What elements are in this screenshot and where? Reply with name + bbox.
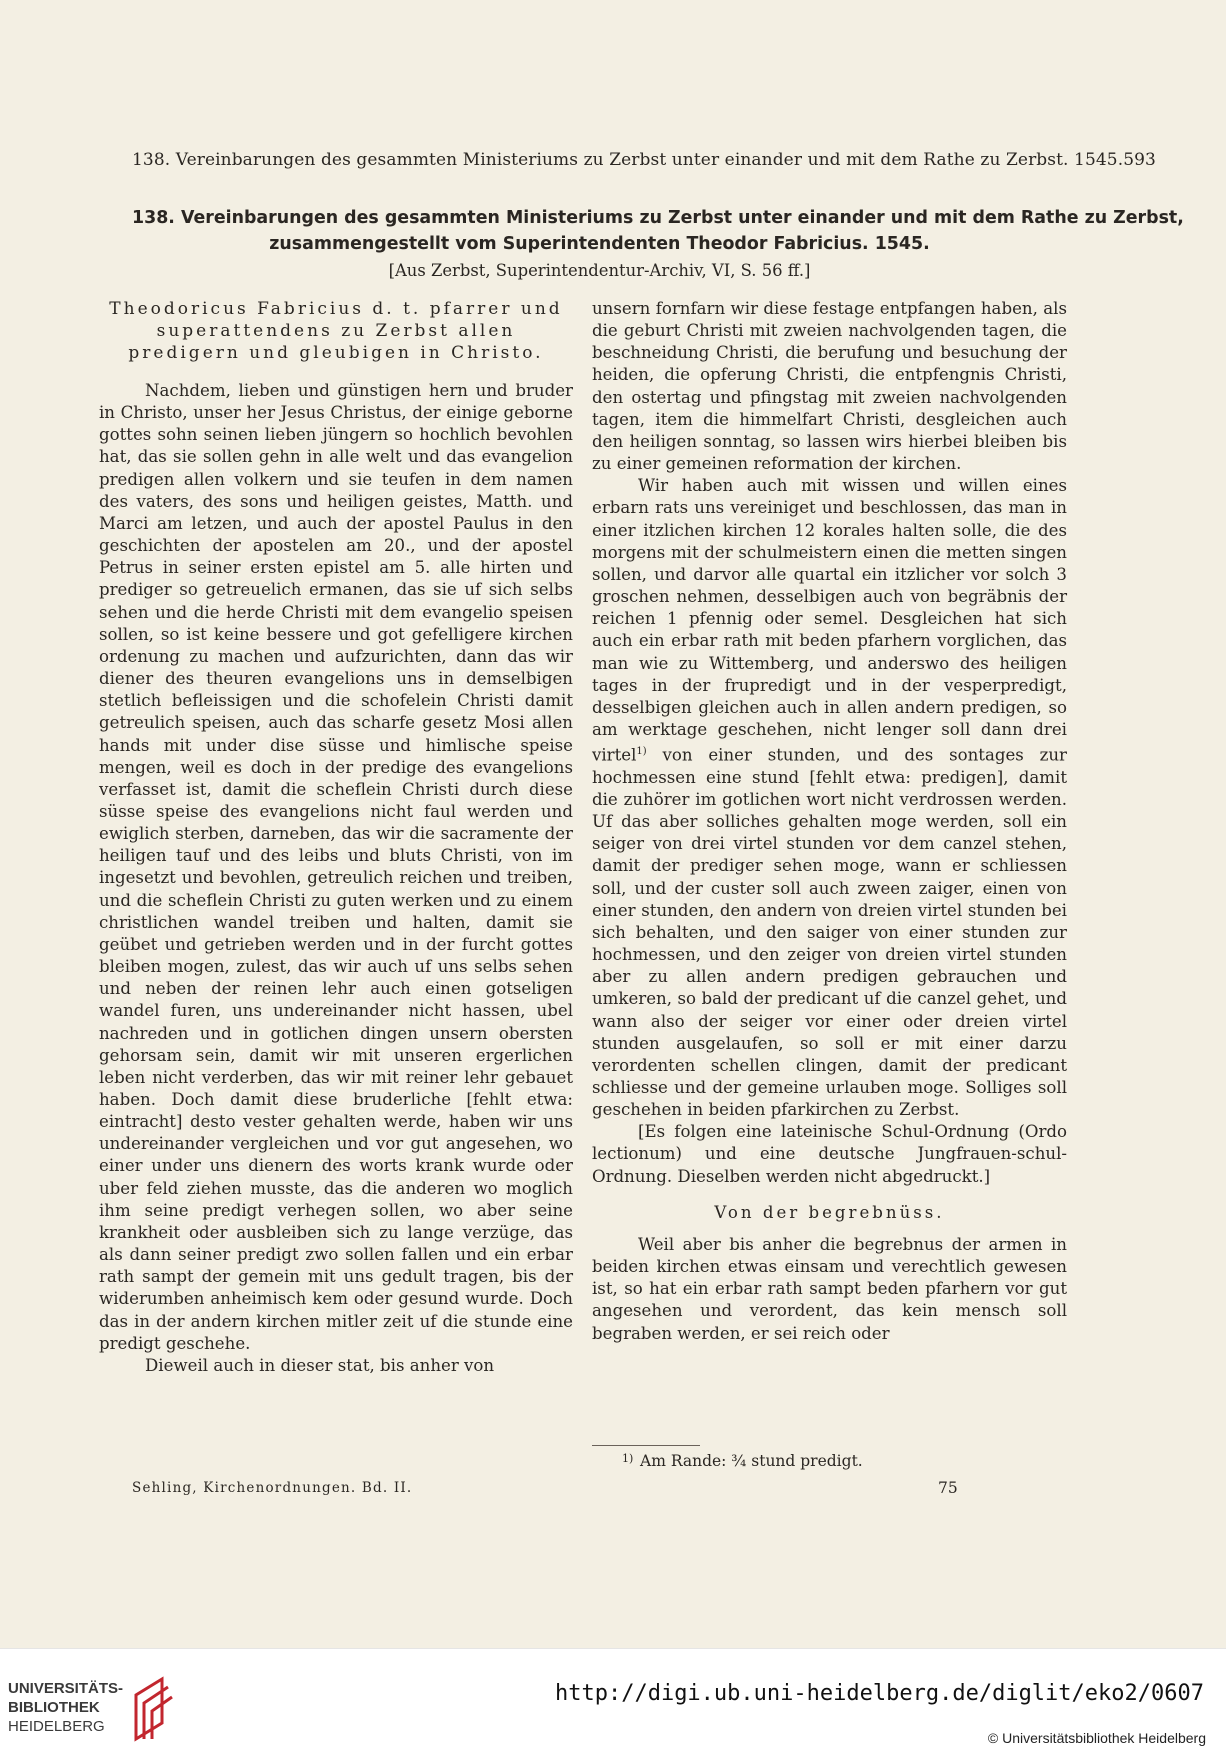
left-paragraph-2: Dieweil auch in dieser stat, bis anher von	[145, 1355, 495, 1375]
footnote-reference[interactable]: 1)	[636, 746, 647, 758]
right-paragraph-3: [Es folgen eine lateinische Schul-Ordnung (Ordo lectionum) und eine deutsche Jungfrauen-schul-Ordnung. Dieselben werden nicht abgedruckt.]	[592, 1122, 1067, 1186]
left-column	[99, 298, 573, 1377]
library-emblem-icon	[128, 1673, 176, 1745]
running-head-title: 138. Vereinbarungen des gesammten Ministeriums zu Zerbst unter einander und mit dem Rathe zu Zerbst. 1545.	[132, 150, 1124, 170]
right-column	[592, 298, 1067, 1345]
logo-line-2: BIBLIOTHEK	[8, 1699, 100, 1716]
salutation: Theodoricus Fabricius d. t. pfarrer und superattendens zu Zerbst allen predigern und gleubigen in Christo.	[109, 299, 563, 363]
title-line-2: zusammengestellt vom Superintendenten Theodor Fabricius. 1545.	[269, 234, 930, 254]
right-paragraph-2	[592, 475, 1067, 1121]
title-line-1: 138. Vereinbarungen des gesammten Ministeriums zu Zerbst unter einander und mit dem Rathe zu Zerbst,	[132, 208, 1184, 228]
logo-text	[8, 1679, 123, 1736]
right-paragraph-2-rest: von einer stunden, und des sontages zur hochmessen eine stund [fehlt etwa: predigen], damit die zuhörer im gotlichen wort nicht verdrossen werden. Uf das aber solliches gehalten moge werden, soll ein seiger von drei virtel stunden vor dem canzel stehen, damit der prediger sehen moge, wann er schliessen soll, und der custer soll auch zween zaiger, einen von einer stunden, den andern von dreien virtel stunden bei sich behalten, und den saiger von einer stunden zur hochmessen, und den zeiger von dreien virtel stunden aber zu allen andern predigen gebrauchen und umkeren, so bald der predicant uf die canzel gehet, und wann also der seiger vor einer oder dreien virtel stunden ausgelaufen, so soll er mit einer darzu verordenten schellen clingen, damit der predicant schliesse und der gemeine urlauben moge. Solliges soll geschehen in beiden pfarkirchen zu Zerbst.	[592, 745, 1067, 1120]
running-head	[132, 150, 1156, 170]
page-number: 75	[938, 1479, 958, 1497]
logo-line-3: HEIDELBERG	[8, 1718, 105, 1735]
document-title	[132, 205, 1184, 257]
left-paragraph-1: Nachdem, lieben und günstigen hern und bruder in Christo, unser her Jesus Christus, der einige geborne gottes sohn seinen lieben jüngern so hochlich bevohlen hat, das sie sollen gehn in alle welt und das evangelion predigen allen volkern und sie teufen in dem namen des vaters, des sons und heiligen geistes, Matth. und Marci am letzen, und auch der apostel Paulus in den geschichten der apostelen am 20., und der apostel Petrus in seiner ersten epistel am 5. alle hirten und prediger so getreuelich ermanen, das sie uf sich selbs sehen und die herde Christi mit dem evangelio speisen sollen, so ist keine bessere und got gefelligere kirchen ordenung zu machen und aufzurichten, dann das wir diener des theuren evangelions uns in demselbigen stetlich befleissigen und die schofelein Christi damit getreulich speisen, auch das scharfe gesetz Mosi allen hands mit under dise süsse und himlische speise mengen, weil es doch in der predige des evangelions verfasset ist, damit die scheflein Christi durch diese süsse speise des evangelions nicht faul werden und ewiglich sterben, darneben, das wir die sacramente der heiligen tauf und des leibs und bluts Christi, von im ingesetzt und bevohlen, getreulich reichen und treiben, und die scheflein Christi zu guten werken und zu einem christlichen wandel treiben und halten, damit sie geübet und getrieben werden und in der furcht gottes bleiben mogen, zulest, das wir auch uf uns selbs sehen und neben der reinen lehr auch einen gotseligen wandel furen, uns undereinander nicht hassen, ubel nachreden und in gotlichen dingen unsern obersten gehorsam sein, damit wir mit unseren ergerlichen leben nicht verderben, das wir mit reiner lehr gebauet haben. Doch damit diese bruderliche [fehlt etwa: eintracht] desto vester gehalten werde, haben wir uns undereinander vergleichen und vor gut angesehen, wo einer under uns dienern des worts krank wurde oder uber feld ziehen musste, das die anderen wo moglich ihm seine predigt verhegen sollen, wo aber seine krankheit oder ausbleiben sich zu lange verzüge, das als dann seiner predigt zwo sollen fallen und ein erbar rath sampt der gemein mit uns gedult tragen, bis der widerumben anheimisch kem oder gesund wurde. Doch das in der andern kirchen mitler zeit uf die stunde eine predigt geschehe.	[99, 381, 573, 1353]
library-footer	[0, 1648, 1226, 1758]
permalink-url[interactable]: http://digi.ub.uni-heidelberg.de/diglit/eko2/0607	[554, 1681, 1204, 1706]
copyright-notice: © Universitätsbibliothek Heidelberg	[987, 1730, 1206, 1746]
logo-line-1: UNIVERSITÄTS-	[8, 1680, 124, 1697]
library-logo[interactable]	[8, 1673, 223, 1753]
footnote-text: Am Rande: ¾ stund predigt.	[640, 1452, 863, 1470]
title-source: [Aus Zerbst, Superintendentur-Archiv, VI, S. 56 ff.]	[388, 261, 811, 280]
right-paragraph-2-text: Wir haben auch mit wissen und willen eines erbarn rats uns vereiniget und beschlossen, das man in einer itzlichen kirchen 12 korales halten solle, die des morgens mit der schulmeistern einen die metten singen sollen, und darvor alle quartal ein itzlicher vor solch 3 groschen nehmen, desselbigen auch von begräbnis der reichen 1 pfennig oder semel. Desgleichen hat sich auch ein erbar rath mit beden pfarhern vorglichen, das man wie zu Wittemberg, und anderswo des heiligen tages in der frupredigt und in der vesperpredigt, desselbigen gleichen auch in allen andern predigen, so am werktage geschehen, nicht lenger soll dann drei virtel	[592, 476, 1067, 765]
right-paragraph-4: Weil aber bis anher die begrebnus der armen in beiden kirchen etwas einsam und verechtlich gewesen ist, so hat ein erbar rath sampt beden pfarhern vor gut angesehen und verordent, das kein mensch soll begraben werden, er sei reich oder	[592, 1234, 1067, 1343]
section-heading: Von der begrebnüss.	[714, 1202, 945, 1222]
running-head-page-number: 593	[1123, 150, 1156, 170]
footnote-mark: 1)	[622, 1452, 634, 1465]
footnote-divider	[592, 1445, 700, 1446]
printer-signature: Sehling, Kirchenordnungen. Bd. II.	[132, 1480, 413, 1496]
right-paragraph-1: unsern fornfarn wir diese festage entpfangen haben, als die geburt Christi mit zweien nachvolgenden tagen, die beschneidung Christi, die berufung und besuchung der heiden, die opferung Christi, die entpfengnis Christi, den ostertag und pfingstag mit zweien nachvolgenden tagen, item die himmelfart Christi, desgleichen auch den heiligen sonntag, so lassen wirs hierbei bleiben bis zu einer gemeinen reformation der kirchen.	[592, 299, 1067, 474]
